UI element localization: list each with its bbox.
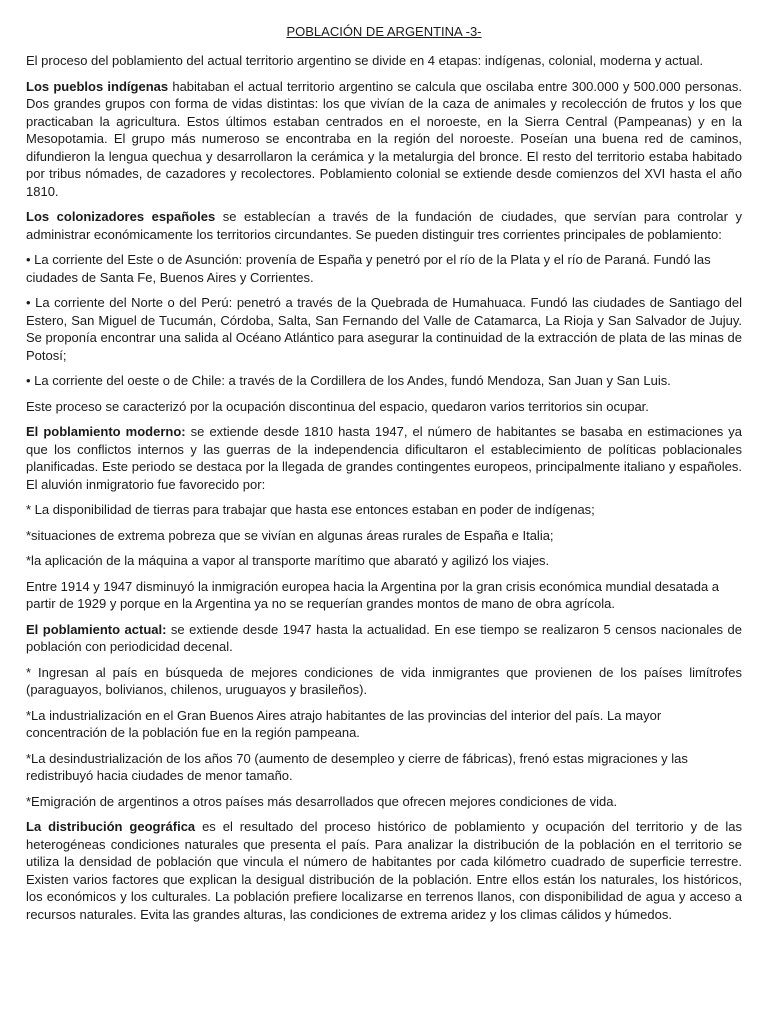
indigenas-text: habitaban el actual territorio argentino se calcula que oscilaba entre 300.000 y 500.000 personas. Dos grandes grupos con forma de vidas distintas: los que vivían de la caza de animales y recolección de frutos y los que practicaban la agricultura. Estos últimos estaban centrados en el noroeste, en la Sierra Central (Pampeanas) y en la Mesopotamia. El grupo más numeroso se encontraba en la región del noroeste. Poseían una buena red de caminos, difundieron la lengua quechua y desarrollaron la cerámica y la metalurgia del bronce. El resto del territorio estaba habitado por tribus nómades, de cazadores y recolectores. Poblamiento colonial se extiende desde comienzos del XVI hasta el año 1810. xyxy=(26,78,742,199)
moderno-item: * La disponibilidad de tierras para trabajar que hasta ese entonces estaban en poder de indígenas; xyxy=(26,502,595,517)
moderno-text: se extiende desde 1810 hasta 1947, el número de habitantes se basaba en estimaciones ya que los conflictos internos y las guerras de la independencia dificultaron el establecimiento de políticas poblacionales planificadas. Este periodo se destaca por la llegada de grandes contingentes europeos, principalmente italiano y españoles. El aluvión inmigratorio fue favorecido por: xyxy=(26,424,742,492)
indigenas-paragraph xyxy=(26,78,742,201)
distribucion-paragraph xyxy=(26,818,742,923)
corriente-este-item: • La corriente del Este o de Asunción: provenía de España y penetró por el río de la Plata y el río de Paraná. Fundó las ciudades de Santa Fe, Buenos Aires y Corrientes. xyxy=(26,252,711,285)
actual-item: *La industrialización en el Gran Buenos Aires atrajo habitantes de las provincias del interior del país. La mayor concentración de la población fue en la región pampeana. xyxy=(26,707,662,740)
colonizadores-paragraph xyxy=(26,208,742,243)
corriente-oeste-item: • La corriente del oeste o de Chile: a través de la Cordillera de los Andes, fundó Mendoza, San Juan y San Luis. xyxy=(26,373,671,388)
corriente-norte-item: • La corriente del Norte o del Perú: penetró a través de la Quebrada de Humahuaca. Fundó las ciudades de Santiago del Estero, San Miguel de Tucumán, Córdoba, Salta, San Fernando del Valle de Catamarca, La Rioja y San Salvador de Jujuy. Se proponía encontrar una salida al Océano Atlántico para asegurar la continuidad de la extracción de plata de las minas de Potosí; xyxy=(26,295,742,363)
actual-item: *Emigración de argentinos a otros países más desarrollados que ofrecen mejores condiciones de vida. xyxy=(26,793,618,809)
moderno-paragraph xyxy=(26,423,742,493)
document-title: POBLACIÓN DE ARGENTINA -3- xyxy=(286,24,482,39)
colonizadores-text: se establecían a través de la fundación de ciudades, que servían para controlar y administrar económicamente los territorios circundantes. Se pueden distinguir tres corrientes principales de poblamiento: xyxy=(26,209,743,242)
actual-item: *La desindustrialización de los años 70 (aumento de desempleo y cierre de fábricas), frenó estas migraciones y las redistribuyó hacia ciudades de menor tamaño. xyxy=(26,750,688,783)
distribucion-text: es el resultado del proceso histórico de poblamiento y ocupación del territorio y de las heterogéneas condiciones naturales que presenta el país. Para analizar la distribución de la población en el territorio se utiliza la densidad de población que vincula el número de habitantes por cada kilómetro cuadrado de superficie terrestre. Existen varios factores que explican la desigual distribución de la población. Entre ellos están los naturales, los históricos, los económicos y los culturales. La población prefiere localizarse en terrenos llanos, con disponibilidad de agua y acceso a recursos naturales. Evita las grandes alturas, las condiciones de extrema aridez y los climas cálidos y húmedos. xyxy=(26,819,742,922)
moderno-item: *situaciones de extrema pobreza que se vivían en algunas áreas rurales de España e Italia; xyxy=(26,527,554,543)
moderno-heading: El poblamiento moderno: xyxy=(26,424,186,439)
actual-heading: El poblamiento actual: xyxy=(26,621,167,637)
distribucion-heading: La distribución geográfica xyxy=(26,819,196,834)
actual-text: se extiende desde 1947 hasta la actualidad. En ese tiempo se realizaron 5 censos nacionales de población con periodicidad decenal. xyxy=(26,621,742,654)
actual-item: * Ingresan al país en búsqueda de mejores condiciones de vida inmigrantes que provienen de los países limítrofes (paraguayos, bolivianos, chilenos, uruguayos y brasileños). xyxy=(26,664,742,697)
colonizadores-heading: Los colonizadores españoles xyxy=(26,209,216,224)
moderno-item: *la aplicación de la máquina a vapor al transporte marítimo que abarató y agilizó los viajes. xyxy=(26,553,550,568)
actual-paragraph xyxy=(26,621,742,656)
indigenas-heading: Los pueblos indígenas xyxy=(26,78,169,94)
discontinua-paragraph: Este proceso se caracterizó por la ocupación discontinua del espacio, quedaron varios territorios sin ocupar. xyxy=(26,398,649,414)
intro-paragraph: El proceso del poblamiento del actual territorio argentino se divide en 4 etapas: indígenas, colonial, moderna y actual. xyxy=(26,53,704,68)
disminucion-paragraph: Entre 1914 y 1947 disminuyó la inmigración europea hacia la Argentina por la gran crisis económica mundial desatada a partir de 1929 y porque en la Argentina ya no se requerían grandes montos de mano de obra agrícola. xyxy=(26,578,720,611)
